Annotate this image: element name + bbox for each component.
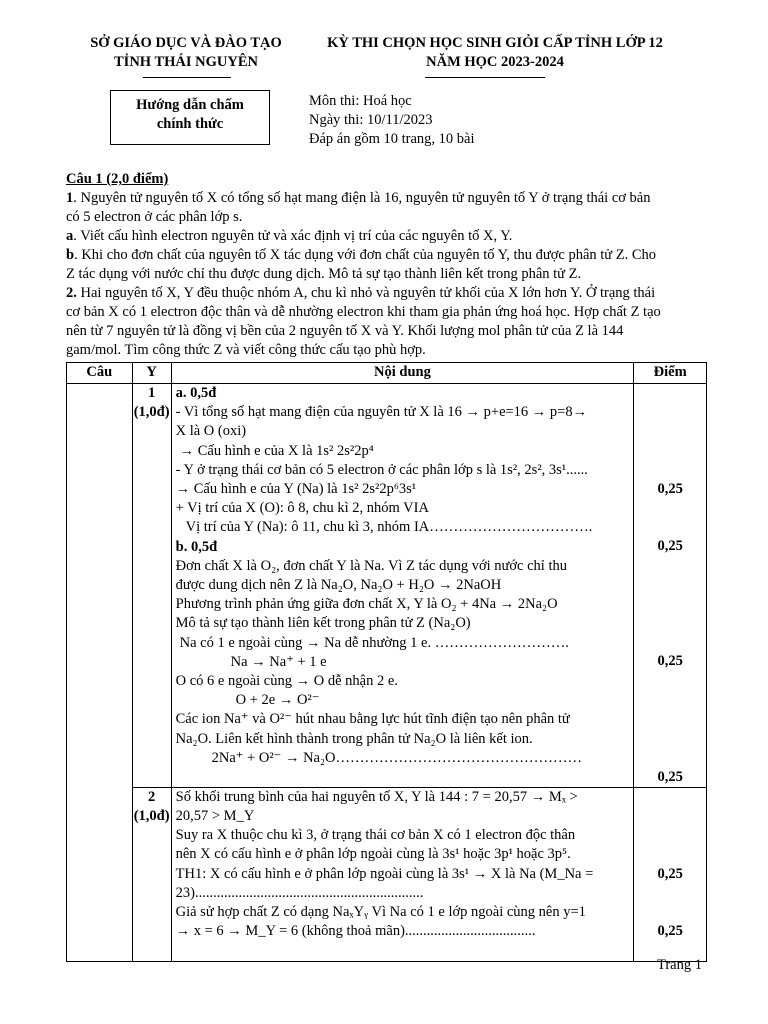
row2-line6: 23)...............................................................	[175, 884, 424, 901]
score-cell-2	[634, 787, 707, 961]
cau-cell	[67, 384, 133, 962]
row1-line6: + Vị trí của X (O): ô 8, chu kì 2, nhóm VIA	[175, 500, 429, 517]
row1-line12: Na có 1 e ngoài cùng → Na dễ nhường 1 e. ……………………….	[179, 634, 569, 651]
question-part-a	[66, 227, 706, 246]
table-header-row	[67, 363, 707, 384]
table-row	[67, 384, 707, 788]
score: 0,25	[657, 538, 683, 555]
score: 0,25	[657, 865, 683, 882]
y2-points: (1,0đ)	[133, 808, 170, 825]
row1-line15: O + 2e → O²⁻	[235, 692, 320, 709]
row1-line18: 2Na⁺ + O²⁻ → Na₂O……………………………………………	[211, 749, 583, 766]
y1-points: (1,0đ)	[133, 404, 170, 421]
part-a-text: . Viết cấu hình electron nguyên tử và xác định vị trí của các nguyên tố X, Y.	[73, 228, 513, 244]
row2-line5: TH1: X có cấu hình e ở phân lớp ngoài cùng là 3s¹ → X là Na (M_Na =	[175, 865, 594, 882]
part-b-text-a: . Khi cho đơn chất của nguyên tố X tác dụng với đơn chất của nguyên tố Y, thu được phân tử Z. Cho	[74, 247, 657, 263]
score: 0,25	[657, 481, 683, 497]
header-right-rule	[425, 77, 545, 78]
exam-meta	[309, 92, 475, 149]
page-number: Trang 1	[657, 957, 702, 973]
part-a-label: a	[66, 228, 74, 244]
score: 0,25	[657, 768, 683, 785]
official-box-line2: chính thức	[156, 116, 224, 132]
row1-line5: → Cấu hình e của Y (Na) là 1s² 2s²2p⁶3s¹	[175, 481, 417, 498]
exam-subject: Môn thi: Hoá học	[309, 93, 412, 109]
part2-text-d: gam/mol. Tìm công thức Z và viết công thức cấu tạo phù hợp.	[66, 342, 426, 358]
content-cell-2	[171, 787, 634, 961]
row1-line10: Phương trình phản ứng giữa đơn chất X, Y là O₂ + 4Na → 2Na₂O	[175, 596, 558, 613]
exam-line1: KỲ THI CHỌN HỌC SINH GIỎI CẤP TỈNH LỚP 12	[327, 35, 663, 51]
y-cell-1	[132, 384, 171, 788]
row2-line4: nên X có cấu hình e ở phân lớp ngoài cùng là 3s¹ hoặc 3p¹ hoặc 3p⁵.	[175, 846, 571, 863]
row1-line2: X là O (oxi)	[175, 423, 247, 440]
question-part2	[66, 284, 706, 303]
row1-line14: O có 6 e ngoài cùng → O dễ nhận 2 e.	[175, 673, 398, 690]
part-a-heading: a. 0,5đ	[175, 385, 217, 401]
row2-line3: Suy ra X thuộc chu kì 3, ở trạng thái cơ bản X có 1 electron độc thân	[175, 827, 576, 844]
header-cau: Câu	[67, 363, 133, 384]
content-cell-1	[171, 384, 634, 788]
department-line1: SỞ GIÁO DỤC VÀ ĐÀO TẠO	[90, 35, 282, 51]
part1-number: 1	[66, 190, 74, 206]
exam-pages: Đáp án gồm 10 trang, 10 bài	[309, 131, 475, 147]
row2-line7: Giả sử hợp chất Z có dạng NaₓYᵧ Vì Na có 1 e lớp ngoài cùng nên y=1	[175, 904, 586, 921]
part2-text-a: Hai nguyên tố X, Y đều thuộc nhóm A, chu kì nhỏ và nguyên tử khối của X lớn hơn Y. Ở trạng thái	[76, 285, 656, 301]
question-part1	[66, 189, 706, 208]
answer-table	[66, 362, 707, 962]
row2-line8: → x = 6 → M_Y = 6 (không thoả mãn)....................................	[175, 923, 536, 940]
part-b-text-b: Z tác dụng với nước chỉ thu được dung dịch. Mô tả sự tạo thành liên kết trong phân tử Z.	[66, 266, 582, 282]
question-part-b	[66, 246, 706, 265]
question-block	[66, 170, 706, 360]
row1-line9: được dung dịch nên Z là Na₂O, Na₂O + H₂O → 2NaOH	[175, 577, 502, 594]
exam-line2: NĂM HỌC 2023-2024	[426, 54, 564, 70]
row1-line16: Các ion Na⁺ và O²⁻ hút nhau bằng lực hút tĩnh điện tạo nên phân tử	[175, 711, 570, 728]
row1-line17: Na₂O. Liên kết hình thành trong phân tử Na₂O là liên kết ion.	[175, 730, 533, 747]
y-cell-2	[132, 787, 171, 961]
row2-line1: Số khối trung bình của hai nguyên tố X, Y là 144 : 7 = 20,57 → Mₓ >	[175, 788, 578, 805]
score: 0,25	[657, 923, 683, 940]
exam-date: Ngày thi: 10/11/2023	[309, 112, 433, 128]
department-line2: TỈNH THÁI NGUYÊN	[114, 54, 258, 70]
row1-line13: Na → Na⁺ + 1 e	[230, 653, 327, 670]
y1-number: 1	[148, 385, 156, 401]
part2-number: 2.	[66, 285, 77, 301]
official-guide-box	[110, 90, 270, 145]
y2-number: 2	[148, 788, 156, 805]
row1-line7: Vị trí của Y (Na): ô 11, chu kì 3, nhóm IA…………………………….	[185, 519, 593, 536]
row1-line4: - Y ở trạng thái cơ bản có 5 electron ở các phân lớp s là 1s², 2s², 3s¹......	[175, 461, 588, 478]
row2-line2: 20,57 > M_Y	[175, 808, 255, 825]
header-y: Y	[132, 363, 171, 384]
part2-text-c: nên từ 7 nguyên tử là đồng vị bền của 2 nguyên tố X và Y. Khối lượng mol phân tử của Z là 144	[66, 323, 624, 339]
row1-line1: - Vì tổng số hạt mang điện của nguyên tử X là 16 → p+e=16 → p=8→	[175, 404, 588, 421]
part1-text-b: có 5 electron ở các phân lớp s.	[66, 209, 243, 225]
part1-text-a: . Nguyên tử nguyên tố X có tổng số hạt mang điện là 16, nguyên tử nguyên tố Y ở trạng thái cơ bản	[73, 190, 651, 206]
part-b-heading: b. 0,5đ	[175, 538, 218, 555]
header-noi-dung: Nội dung	[171, 363, 634, 384]
part-b-label: b	[66, 247, 75, 263]
exam-name	[300, 34, 690, 72]
part2-text-b: cơ bản X có 1 electron độc thân và dễ nhường electron khi tham gia phản ứng hoá học. Hợp chất Z tạo	[66, 304, 661, 320]
row1-line11: Mô tả sự tạo thành liên kết trong phân tử Z (Na₂O)	[175, 615, 471, 632]
header-diem: Điểm	[634, 363, 707, 384]
department-name	[66, 34, 306, 72]
row1-line3: → Cấu hình e của X là 1s² 2s²2p⁴	[179, 442, 374, 459]
question-title: Câu 1 (2,0 điểm)	[66, 171, 169, 187]
header-left-rule	[143, 77, 231, 78]
row1-line8: Đơn chất X là O₂, đơn chất Y là Na. Vì Z tác dụng với nước chỉ thu	[175, 557, 567, 574]
table-row	[67, 787, 707, 961]
score: 0,25	[657, 653, 683, 670]
score-cell-1	[634, 384, 707, 788]
official-box-line1: Hướng dẫn chấm	[136, 97, 244, 113]
